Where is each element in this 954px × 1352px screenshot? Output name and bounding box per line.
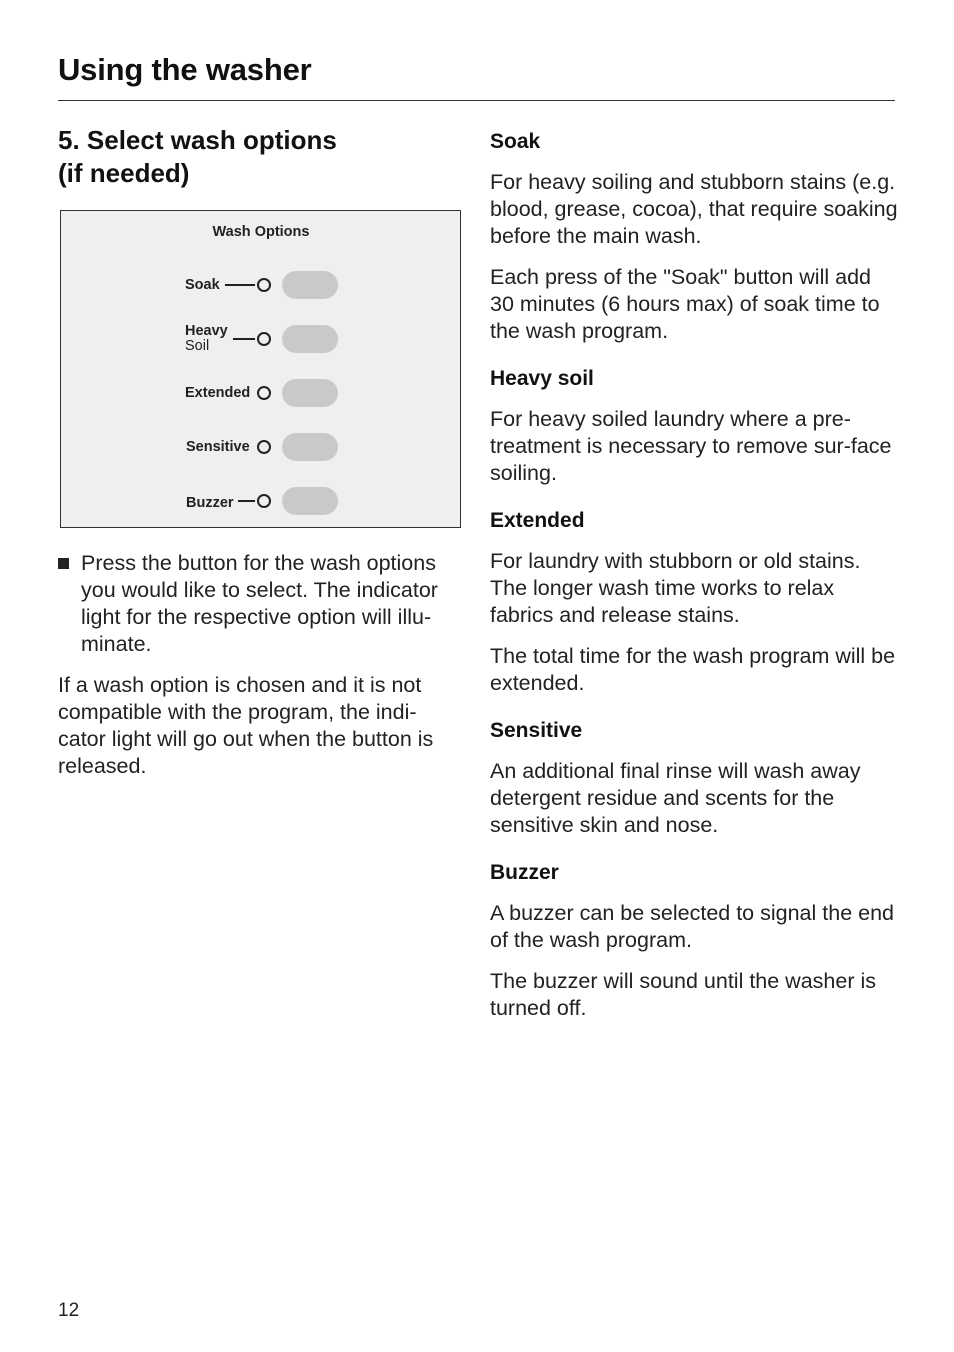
option-label-extended: Extended xyxy=(185,385,251,401)
indicator-light-icon xyxy=(257,440,271,454)
description-paragraph: Each press of the "Soak" button will add 30 minutes (6 hours max) of soak time to the wash program. xyxy=(490,265,880,343)
description-paragraph: For laundry with stubborn or old stains. The longer wash time works to relax fabrics and release stains. xyxy=(490,549,861,627)
soak-button[interactable] xyxy=(282,271,338,299)
wash-options-panel xyxy=(60,210,461,528)
square-bullet-icon xyxy=(58,558,69,569)
description-paragraph: For heavy soiling and stubborn stains (e.g. blood, grease, cocoa), that require soaking before the main wash. xyxy=(490,170,898,248)
extended-button[interactable] xyxy=(282,379,338,407)
indicator-light-icon xyxy=(257,386,271,400)
description-paragraph: A buzzer can be selected to signal the end of the wash program. xyxy=(490,901,894,952)
page-header-title: Using the washer xyxy=(58,52,312,87)
description-soak xyxy=(490,128,900,345)
option-label-soil: Soil xyxy=(185,338,210,354)
instruction-bullet-text: Press the button for the wash options you would like to select. The indicator light for the respective option will illu-minate. xyxy=(81,551,438,656)
description-buzzer xyxy=(490,859,900,1022)
option-descriptions xyxy=(490,128,900,1042)
description-extended xyxy=(490,507,900,697)
option-connector-line xyxy=(238,500,255,502)
section-title-line2: (if needed) xyxy=(58,158,190,188)
buzzer-button[interactable] xyxy=(282,487,338,515)
sensitive-button[interactable] xyxy=(282,433,338,461)
indicator-light-icon xyxy=(257,332,271,346)
left-instructions xyxy=(58,550,463,794)
option-label-heavy: Heavy xyxy=(185,323,228,339)
description-sensitive xyxy=(490,717,900,839)
description-paragraph: An additional final rinse will wash away detergent residue and scents for the sensitive skin and nose. xyxy=(490,759,861,837)
description-heading: Soak xyxy=(490,130,541,153)
option-label-sensitive: Sensitive xyxy=(186,439,250,455)
instruction-bullet xyxy=(58,550,463,658)
indicator-light-icon xyxy=(257,494,271,508)
option-connector-line xyxy=(225,284,255,286)
indicator-light-icon xyxy=(257,278,271,292)
option-row-heavy-soil xyxy=(61,319,461,359)
page-number: 12 xyxy=(58,1300,80,1321)
section-title xyxy=(58,124,458,190)
option-label-buzzer: Buzzer xyxy=(186,495,234,511)
description-heavy-soil xyxy=(490,365,900,487)
option-row-buzzer xyxy=(61,481,461,521)
option-row-soak xyxy=(61,265,461,305)
description-heading: Buzzer xyxy=(490,861,559,884)
compatibility-note: If a wash option is chosen and it is not compatible with the program, the indi-cator light will go out when the button is released. xyxy=(58,673,434,778)
option-row-extended xyxy=(61,373,461,413)
section-title-line1: 5. Select wash options xyxy=(58,125,337,155)
description-heading: Heavy soil xyxy=(490,367,594,390)
option-connector-line xyxy=(233,338,255,340)
heavy-soil-button[interactable] xyxy=(282,325,338,353)
wash-options-panel-title: Wash Options xyxy=(212,224,310,240)
option-label-soak: Soak xyxy=(185,277,220,293)
header-divider xyxy=(58,100,895,101)
option-label-heavy-soil xyxy=(185,324,228,354)
description-paragraph: The buzzer will sound until the washer is turned off. xyxy=(490,969,876,1020)
description-paragraph: The total time for the wash program will be extended. xyxy=(490,644,896,695)
description-paragraph: For heavy soiled laundry where a pre-treatment is necessary to remove sur-face soiling. xyxy=(490,407,892,485)
description-heading: Extended xyxy=(490,509,585,532)
description-heading: Sensitive xyxy=(490,719,583,742)
option-row-sensitive xyxy=(61,427,461,467)
